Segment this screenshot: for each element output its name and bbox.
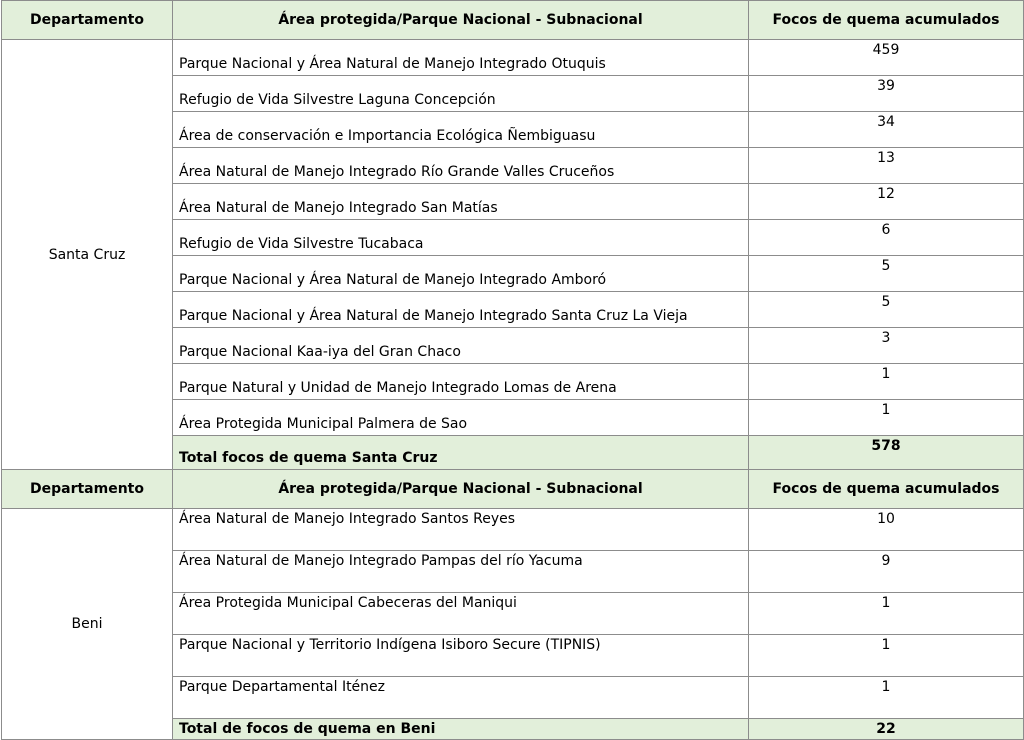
area-name: Parque Nacional y Área Natural de Manejo Integrado Santa Cruz La Vieja — [173, 292, 749, 328]
header-area-protegida: Área protegida/Parque Nacional - Subnacional — [173, 470, 749, 509]
hotspot-count: 3 — [749, 328, 1024, 364]
header-focos-quema: Focos de quema acumulados — [749, 1, 1024, 40]
hotspot-count: 1 — [749, 677, 1024, 719]
total-value: 22 — [749, 719, 1024, 740]
area-name: Área Protegida Municipal Cabeceras del Maniqui — [173, 593, 749, 635]
hotspot-count: 1 — [749, 593, 1024, 635]
area-name: Parque Nacional y Área Natural de Manejo Integrado Otuquis — [173, 40, 749, 76]
area-name: Parque Nacional y Área Natural de Manejo Integrado Amboró — [173, 256, 749, 292]
header-area-protegida: Área protegida/Parque Nacional - Subnacional — [173, 1, 749, 40]
santa-cruz-header-row — [2, 1, 1024, 40]
hotspot-count: 13 — [749, 148, 1024, 184]
hotspot-count: 1 — [749, 400, 1024, 436]
area-name: Parque Natural y Unidad de Manejo Integrado Lomas de Arena — [173, 364, 749, 400]
area-name: Área Natural de Manejo Integrado San Matías — [173, 184, 749, 220]
area-name: Parque Nacional Kaa-iya del Gran Chaco — [173, 328, 749, 364]
total-label: Total de focos de quema en Beni — [173, 719, 749, 740]
fire-hotspots-table — [1, 0, 1024, 740]
hotspot-count: 1 — [749, 364, 1024, 400]
department-beni: Beni — [2, 509, 173, 740]
area-name: Parque Nacional y Territorio Indígena Isiboro Secure (TIPNIS) — [173, 635, 749, 677]
hotspot-count: 5 — [749, 256, 1024, 292]
area-name: Área de conservación e Importancia Ecológica Ñembiguasu — [173, 112, 749, 148]
header-departamento: Departamento — [2, 470, 173, 509]
area-name: Área Natural de Manejo Integrado Santos Reyes — [173, 509, 749, 551]
hotspot-count: 9 — [749, 551, 1024, 593]
hotspot-count: 1 — [749, 635, 1024, 677]
hotspot-count: 459 — [749, 40, 1024, 76]
total-label: Total focos de quema Santa Cruz — [173, 436, 749, 470]
hotspot-count: 6 — [749, 220, 1024, 256]
area-name: Parque Departamental Iténez — [173, 677, 749, 719]
department-santa-cruz: Santa Cruz — [2, 40, 173, 470]
header-focos-quema: Focos de quema acumulados — [749, 470, 1024, 509]
table-row — [2, 40, 1024, 76]
hotspot-count: 10 — [749, 509, 1024, 551]
area-name: Área Natural de Manejo Integrado Río Grande Valles Cruceños — [173, 148, 749, 184]
area-name: Área Natural de Manejo Integrado Pampas del río Yacuma — [173, 551, 749, 593]
area-name: Área Protegida Municipal Palmera de Sao — [173, 400, 749, 436]
hotspot-count: 39 — [749, 76, 1024, 112]
area-name: Refugio de Vida Silvestre Tucabaca — [173, 220, 749, 256]
header-departamento: Departamento — [2, 1, 173, 40]
hotspot-count: 12 — [749, 184, 1024, 220]
hotspot-count: 5 — [749, 292, 1024, 328]
area-name: Refugio de Vida Silvestre Laguna Concepción — [173, 76, 749, 112]
beni-header-row — [2, 470, 1024, 509]
total-value: 578 — [749, 436, 1024, 470]
hotspot-count: 34 — [749, 112, 1024, 148]
table-row — [2, 509, 1024, 551]
